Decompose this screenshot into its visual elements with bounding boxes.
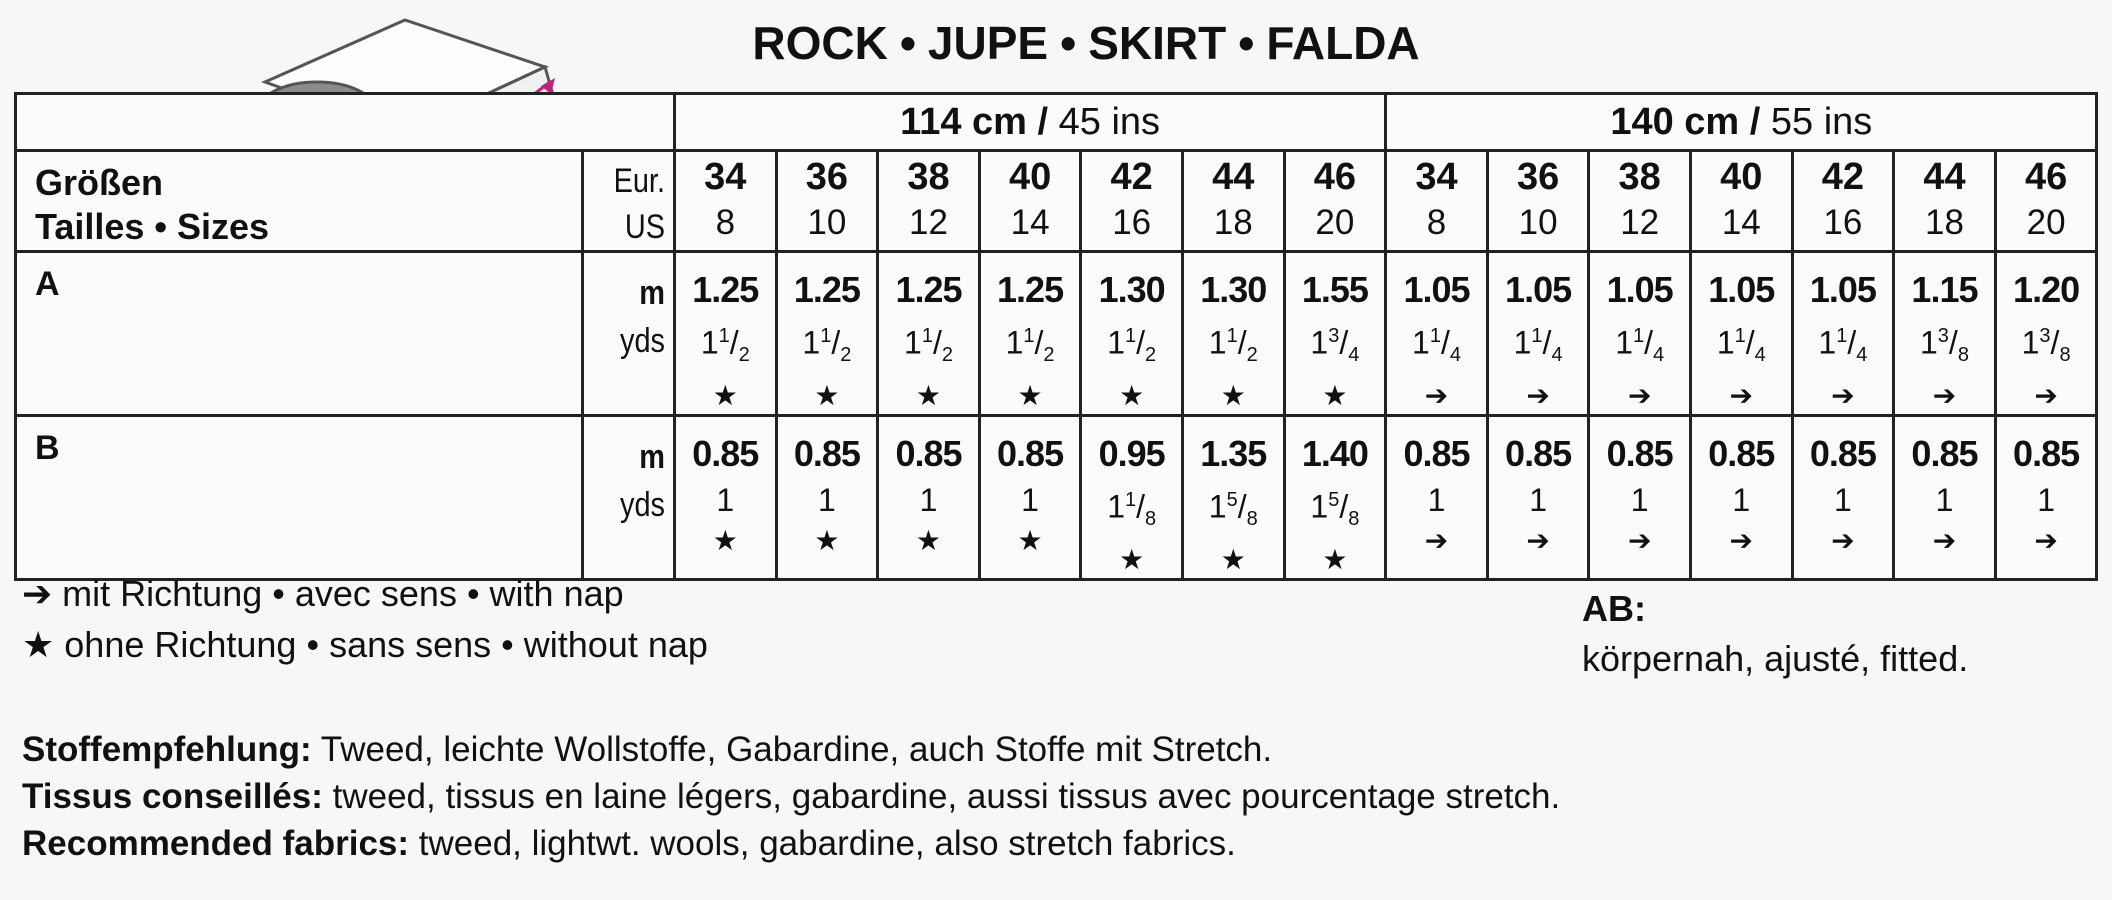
yardage-cell	[1081, 252, 1183, 416]
size-cell: 46 20	[1995, 151, 2097, 252]
metres-value: 1.15	[1911, 269, 1978, 310]
fabric-width-header: 140 cm / 55 ins	[1386, 94, 2097, 151]
yards-value: 1	[1935, 482, 1954, 519]
yardage-cell	[979, 252, 1081, 416]
arrow-icon: ➔	[1932, 380, 1957, 412]
metres-value: 0.85	[2013, 433, 2080, 475]
metres-value: 1.25	[793, 269, 860, 310]
view-row	[16, 416, 2097, 580]
star-icon: ★	[22, 624, 55, 665]
metres-value: 1.25	[692, 269, 759, 310]
yards-value: $1^5/_8$	[1208, 488, 1258, 531]
yardage-cell	[1284, 252, 1386, 416]
yards-value: 1	[817, 482, 836, 519]
metres-value: 1.05	[1606, 269, 1673, 310]
ab-label: AB:	[1582, 588, 1646, 629]
sizes-row	[16, 151, 2097, 252]
size-cell: 34 8	[1386, 151, 1488, 252]
arrow-icon: ➔	[1526, 525, 1550, 557]
yards-value: 1	[1427, 482, 1446, 519]
legend-without-nap: ★ ohne Richtung • sans sens • without nap	[22, 624, 708, 665]
title-separator: •	[1060, 17, 1077, 69]
view-row	[16, 252, 2097, 416]
metres-value: 1.55	[1301, 269, 1368, 310]
arrow-icon: ➔	[2034, 380, 2058, 412]
yardage-cell	[1386, 416, 1488, 580]
size-cell: 44 18	[1182, 151, 1284, 252]
title-german: ROCK	[752, 17, 888, 69]
yardage-cell	[1995, 252, 2097, 416]
star-icon: ★	[1220, 544, 1246, 576]
metres-value: 1.20	[2013, 269, 2080, 310]
size-cell: 34 8	[675, 151, 777, 252]
yardage-cell	[1894, 252, 1996, 416]
yards-value: 1	[2037, 482, 2055, 519]
ab-note	[1582, 584, 1968, 684]
arrow-icon: ➔	[22, 573, 53, 614]
arrow-icon: ➔	[1526, 380, 1550, 412]
metres-value: 0.85	[1708, 433, 1775, 475]
width-header-row	[16, 94, 2097, 151]
ab-text: körpernah, ajusté, fitted.	[1582, 638, 1969, 679]
size-system-label: Eur. US	[583, 151, 675, 252]
star-icon: ★	[1322, 544, 1348, 576]
fabric-line-en: Recommended fabrics: tweed, lightwt. wools, gabardine, also stretch fabrics.	[22, 824, 1236, 863]
arrow-icon: ➔	[1424, 525, 1449, 557]
yardage-cell	[1792, 252, 1894, 416]
size-cell: 40 14	[1690, 151, 1792, 252]
star-icon: ★	[712, 380, 738, 412]
title-separator: •	[899, 17, 916, 69]
yards-value: $1^1/_2$	[1208, 324, 1258, 367]
size-cell: 36 10	[776, 151, 878, 252]
arrow-icon: ➔	[1831, 525, 1855, 557]
unit-labels: m yds	[583, 416, 675, 580]
fabric-line-fr: Tissus conseillés: tweed, tissus en laine légers, gabardine, aussi tissus avec pourcentage stretch.	[22, 777, 1561, 816]
metres-value: 0.95	[1098, 433, 1165, 475]
yardage-cell	[1690, 416, 1792, 580]
metres-value: 1.35	[1200, 433, 1267, 475]
yards-value: $1^3/_8$	[2021, 324, 2071, 367]
size-cell: 42 16	[1081, 151, 1183, 252]
metres-value: 1.25	[895, 269, 962, 310]
yards-value: $1^1/_4$	[1716, 324, 1766, 367]
size-cell: 42 16	[1792, 151, 1894, 252]
view-label: B	[16, 416, 583, 580]
yards-value: 1	[919, 482, 938, 519]
yardage-cell	[1690, 252, 1792, 416]
metres-value: 0.85	[1505, 433, 1572, 475]
size-cell: 36 10	[1487, 151, 1589, 252]
size-cell: 38 12	[878, 151, 980, 252]
size-cell: 40 14	[979, 151, 1081, 252]
arrow-icon: ➔	[1729, 525, 1754, 557]
metres-value: 1.05	[1809, 269, 1876, 310]
yards-value: 1	[1630, 482, 1649, 519]
star-icon: ★	[712, 525, 738, 557]
yardage-cell	[1182, 252, 1284, 416]
star-icon: ★	[915, 380, 942, 412]
metres-value: 1.25	[997, 269, 1064, 310]
yards-value: $1^1/_2$	[904, 324, 953, 367]
metres-value: 0.85	[1606, 433, 1673, 475]
metres-value: 0.85	[895, 433, 962, 475]
metres-value: 1.05	[1708, 269, 1775, 310]
yards-value: $1^1/_2$	[802, 324, 852, 367]
yards-value: $1^3/_8$	[1920, 324, 1969, 367]
yardage-cell	[675, 252, 777, 416]
yards-value: $1^1/_2$	[700, 324, 750, 367]
recommended-fabrics	[22, 726, 1560, 867]
yardage-cell	[1894, 416, 1996, 580]
yards-value: 1	[716, 482, 735, 519]
size-cell: 44 18	[1894, 151, 1996, 252]
title-french: JUPE	[927, 17, 1049, 69]
yards-value: $1^1/_4$	[1615, 324, 1665, 367]
arrow-icon: ➔	[1424, 380, 1449, 412]
star-icon: ★	[814, 380, 840, 412]
fabric-requirements-table	[14, 92, 2098, 581]
yards-value: $1^3/_4$	[1310, 324, 1360, 367]
title-english: SKIRT	[1088, 17, 1227, 69]
nap-legend	[22, 568, 708, 670]
arrow-icon: ➔	[1627, 525, 1652, 557]
metres-value: 0.85	[1911, 433, 1978, 475]
page-title	[0, 16, 2112, 70]
title-spanish: FALDA	[1266, 17, 1420, 69]
star-icon: ★	[1119, 380, 1145, 412]
yardage-cell	[1081, 416, 1183, 580]
arrow-icon: ➔	[1932, 525, 1957, 557]
yards-value: 1	[1529, 482, 1547, 519]
star-icon: ★	[1017, 380, 1043, 412]
metres-value: 0.85	[1809, 433, 1876, 475]
yardage-cell	[878, 416, 980, 580]
yardage-cell	[1589, 252, 1691, 416]
star-icon: ★	[814, 525, 840, 557]
sizes-label: Größen Tailles • Sizes	[16, 151, 583, 252]
metres-value: 0.85	[793, 433, 860, 475]
header-blank-cell	[16, 94, 675, 151]
yardage-cell	[878, 252, 980, 416]
star-icon: ★	[1322, 380, 1348, 412]
yardage-cell	[1182, 416, 1284, 580]
yardage-cell	[1386, 252, 1488, 416]
metres-value: 1.05	[1403, 269, 1470, 310]
arrow-icon: ➔	[1831, 380, 1855, 412]
star-icon: ★	[1119, 544, 1145, 576]
yards-value: $1^1/_4$	[1513, 324, 1563, 367]
metres-value: 1.40	[1301, 433, 1368, 475]
yards-value: 1	[1833, 482, 1852, 519]
yardage-cell	[1589, 416, 1691, 580]
legend-with-nap: ➔ mit Richtung • avec sens • with nap	[22, 573, 624, 614]
yardage-cell	[1284, 416, 1386, 580]
yards-value: $1^1/_2$	[1005, 324, 1055, 367]
metres-value: 0.85	[1403, 433, 1470, 475]
arrow-icon: ➔	[1729, 380, 1754, 412]
yards-value: 1	[1732, 482, 1751, 519]
yards-value: $1^1/_4$	[1412, 324, 1461, 367]
yardage-cell	[1995, 416, 2097, 580]
size-cell: 46 20	[1284, 151, 1386, 252]
fabric-line-de: Stoffempfehlung: Tweed, leichte Wollstoffe, Gabardine, auch Stoffe mit Stretch.	[22, 730, 1273, 769]
yards-value: $1^1/_2$	[1107, 324, 1157, 367]
star-icon: ★	[915, 525, 942, 557]
yardage-cell	[776, 252, 878, 416]
yardage-cell	[776, 416, 878, 580]
yardage-cell	[1487, 416, 1589, 580]
metres-value: 1.30	[1098, 269, 1165, 310]
arrow-icon: ➔	[2034, 525, 2058, 557]
yards-value: $1^1/_4$	[1818, 324, 1868, 367]
metres-value: 0.85	[997, 433, 1064, 475]
yards-value: $1^5/_8$	[1310, 488, 1360, 531]
metres-value: 1.05	[1505, 269, 1572, 310]
arrow-icon: ➔	[1627, 380, 1652, 412]
yardage-cell	[979, 416, 1081, 580]
yardage-cell	[675, 416, 777, 580]
view-label: A	[16, 252, 583, 416]
fabric-width-header: 114 cm / 45 ins	[675, 94, 1386, 151]
yards-value: 1	[1021, 482, 1039, 519]
size-cell: 38 12	[1589, 151, 1691, 252]
yardage-cell	[1487, 252, 1589, 416]
metres-value: 1.30	[1200, 269, 1267, 310]
unit-labels: m yds	[583, 252, 675, 416]
yards-value: $1^1/_8$	[1107, 488, 1157, 531]
star-icon: ★	[1220, 380, 1246, 412]
title-separator: •	[1238, 17, 1255, 69]
metres-value: 0.85	[692, 433, 759, 475]
yardage-cell	[1792, 416, 1894, 580]
star-icon: ★	[1017, 525, 1043, 557]
